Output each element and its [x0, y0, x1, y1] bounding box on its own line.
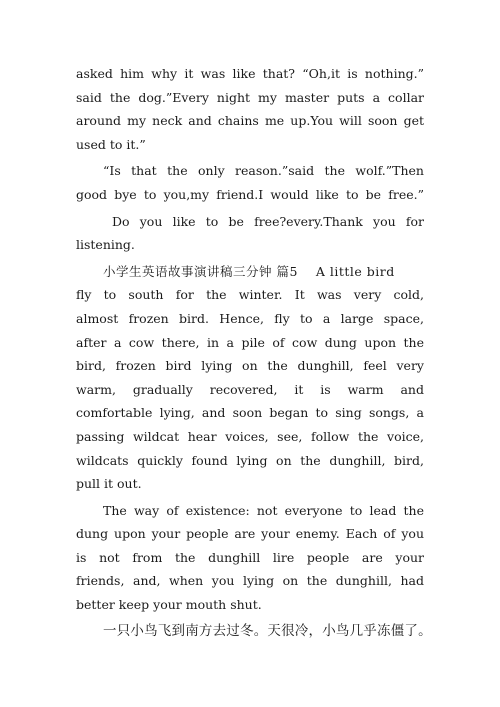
text-line: comfortable lying, and soon began to sing songs, a: [76, 405, 424, 421]
text-line: pull it out.: [76, 476, 142, 492]
text-line: passing wildcat hear voices, see, follow the voice,: [76, 428, 424, 444]
text-line: asked him why it was like that? “Oh,it is nothing.”: [76, 66, 424, 81]
text-line: after a cow there, in a pile of cow dung upon the: [76, 334, 424, 350]
text-line: wildcats quickly found lying on the dunghill, bird,: [76, 452, 424, 468]
paragraph-moral: [76, 499, 424, 617]
text-line: better keep your mouth shut.: [76, 597, 262, 613]
paragraph-chinese: [76, 620, 432, 644]
text-line: friends, and, when you lying on the dunghill, had: [76, 573, 424, 589]
text-line: is not from the dunghill lire people are your: [76, 549, 424, 565]
paragraph-story-5: [76, 260, 424, 496]
text-line: 一只小鸟飞到南方去过冬。天很冷，小鸟几乎冻僵了。: [103, 622, 432, 639]
text-line: good bye to you,my friend.I would like to be free.”: [76, 186, 424, 202]
text-line: dung upon your people are your enemy. Each of you: [76, 526, 424, 542]
text-line: almost frozen bird. Hence, fly to a large space,: [76, 310, 424, 326]
text-line: Do you like to be free?every.Thank you for: [112, 213, 424, 229]
text-line: bird, frozen bird lying on the dunghill, feel very: [76, 358, 424, 374]
document-body: [76, 62, 432, 643]
text-line: fly to south for the winter. It was very cold,: [76, 287, 424, 303]
text-line: said the dog.”Every night my master puts a collar: [76, 89, 424, 105]
text-line: “Is that the only reason.”said the wolf.”Then: [103, 163, 424, 179]
section-heading-line: 小学生英语故事演讲稿三分钟 篇5 A little bird: [103, 263, 395, 279]
paragraph-dog-reply: [76, 62, 424, 156]
text-line: listening.: [76, 237, 135, 253]
text-line: warm, gradually recovered, it is warm and: [76, 381, 424, 397]
paragraph-wolf-reply: [76, 159, 424, 206]
paragraph-closing: [76, 210, 424, 257]
text-line: The way of existence: not everyone to lead the: [103, 502, 424, 518]
text-line: used to it.”: [76, 136, 146, 152]
text-line: around my neck and chains me up.You will soon get: [76, 113, 424, 129]
